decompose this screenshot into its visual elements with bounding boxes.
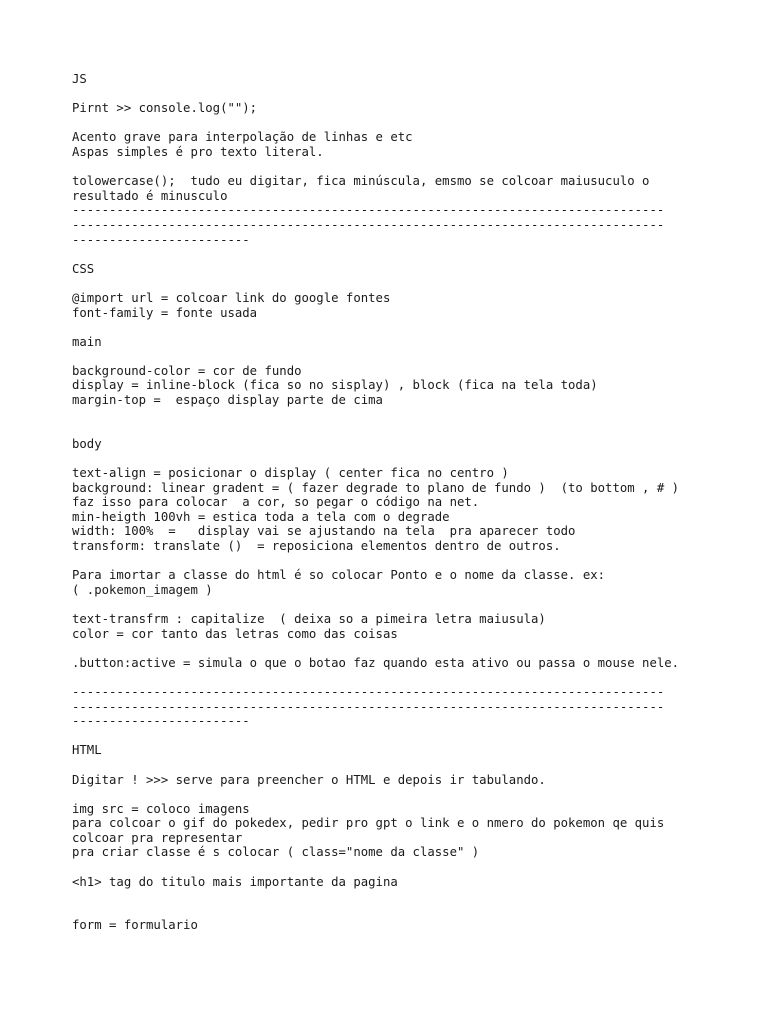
text-line: para colcoar o gif do pokedex, pedir pro gpt o link e o nmero do pokemon qe quis xyxy=(72,816,665,831)
text-line: .button:active = simula o que o botao faz quando esta ativo ou passa o mouse nele. xyxy=(72,655,680,670)
blank-line xyxy=(72,116,712,131)
text-line: Para imortar a classe do html é so colocar Ponto e o nome da classe. ex: xyxy=(72,568,606,583)
text-line: ( .pokemon_imagem ) xyxy=(72,582,213,597)
text-line: tolowercase(); tudo eu digitar, fica minúscula, emsmo se colcoar maiusuculo o xyxy=(72,174,650,189)
separator-line: -------------------------------------------------------------------------------- xyxy=(72,699,665,714)
text-line: faz isso para colocar a cor, so pegar o código na net. xyxy=(72,495,480,510)
text-line: form = formulario xyxy=(72,918,198,933)
separator-line: -------------------------------------------------------------------------------- xyxy=(72,203,665,218)
text-line: Pirnt >> console.log(""); xyxy=(72,101,258,116)
separator-line: ------------------------ xyxy=(72,714,250,729)
separator-line: -------------------------------------------------------------------------------- xyxy=(72,684,665,699)
text-line: Digitar ! >>> serve para preencher o HTML e depois ir tabulando. xyxy=(72,772,546,787)
text-line: pra criar classe é s colocar ( class="nome da classe" ) xyxy=(72,845,480,860)
text-line: Acento grave para interpolação de linhas e etc xyxy=(72,130,413,145)
text-line: text-align = posicionar o display ( center fica no centro ) xyxy=(72,466,509,481)
separator-line: -------------------------------------------------------------------------------- xyxy=(72,217,665,232)
blank-line xyxy=(72,860,712,875)
blank-line xyxy=(72,422,712,437)
text-line: min-heigth 100vh = estica toda a tela com o degrade xyxy=(72,509,450,524)
text-line: transform: translate () = reposiciona elementos dentro de outros. xyxy=(72,539,561,553)
text-line: img src = coloco imagens xyxy=(72,801,250,816)
text-line: Aspas simples é pro texto literal. xyxy=(72,144,324,159)
text-line: @import url = colcoar link do google fontes xyxy=(72,290,391,305)
blank-line xyxy=(72,787,712,802)
text-line: text-transfrm : capitalize ( deixa so a pimeira letra maiusula) xyxy=(72,611,546,626)
text-line: main xyxy=(72,334,102,349)
blank-line xyxy=(72,904,712,919)
text-line: background: linear gradent = ( fazer degrade to plano de fundo ) (to bottom , # ) xyxy=(72,480,680,495)
blank-line xyxy=(72,320,712,335)
text-line: font-family = fonte usada xyxy=(72,305,258,320)
blank-line xyxy=(72,247,712,262)
blank-line xyxy=(72,641,712,656)
blank-line xyxy=(72,408,712,423)
blank-line xyxy=(72,670,712,685)
text-line: width: 100% = display vai se ajustando na tela pra aparecer todo xyxy=(72,524,576,539)
section-heading: JS xyxy=(72,72,87,86)
blank-line xyxy=(72,276,712,291)
text-line: <h1> tag do titulo mais importante da pagina xyxy=(72,874,398,889)
text-line: color = cor tanto das letras como das coisas xyxy=(72,626,398,641)
text-line: margin-top = espaço display parte de cima xyxy=(72,393,383,408)
blank-line xyxy=(72,889,712,904)
blank-line xyxy=(72,87,712,102)
text-line: colcoar pra representar xyxy=(72,830,243,845)
separator-line: ------------------------ xyxy=(72,232,250,247)
blank-line xyxy=(72,349,712,364)
text-line: background-color = cor de fundo xyxy=(72,363,302,378)
text-line: display = inline-block (fica so no sisplay) , block (fica na tela toda) xyxy=(72,378,598,393)
blank-line xyxy=(72,729,712,744)
section-heading: HTML xyxy=(72,743,102,758)
text-line: resultado é minusculo xyxy=(72,188,228,203)
text-line: body xyxy=(72,436,102,451)
blank-line xyxy=(72,597,712,612)
blank-line xyxy=(72,451,712,466)
document-page xyxy=(72,72,712,933)
blank-line xyxy=(72,160,712,175)
blank-line xyxy=(72,554,712,569)
section-heading: CSS xyxy=(72,261,95,276)
blank-line xyxy=(72,758,712,773)
